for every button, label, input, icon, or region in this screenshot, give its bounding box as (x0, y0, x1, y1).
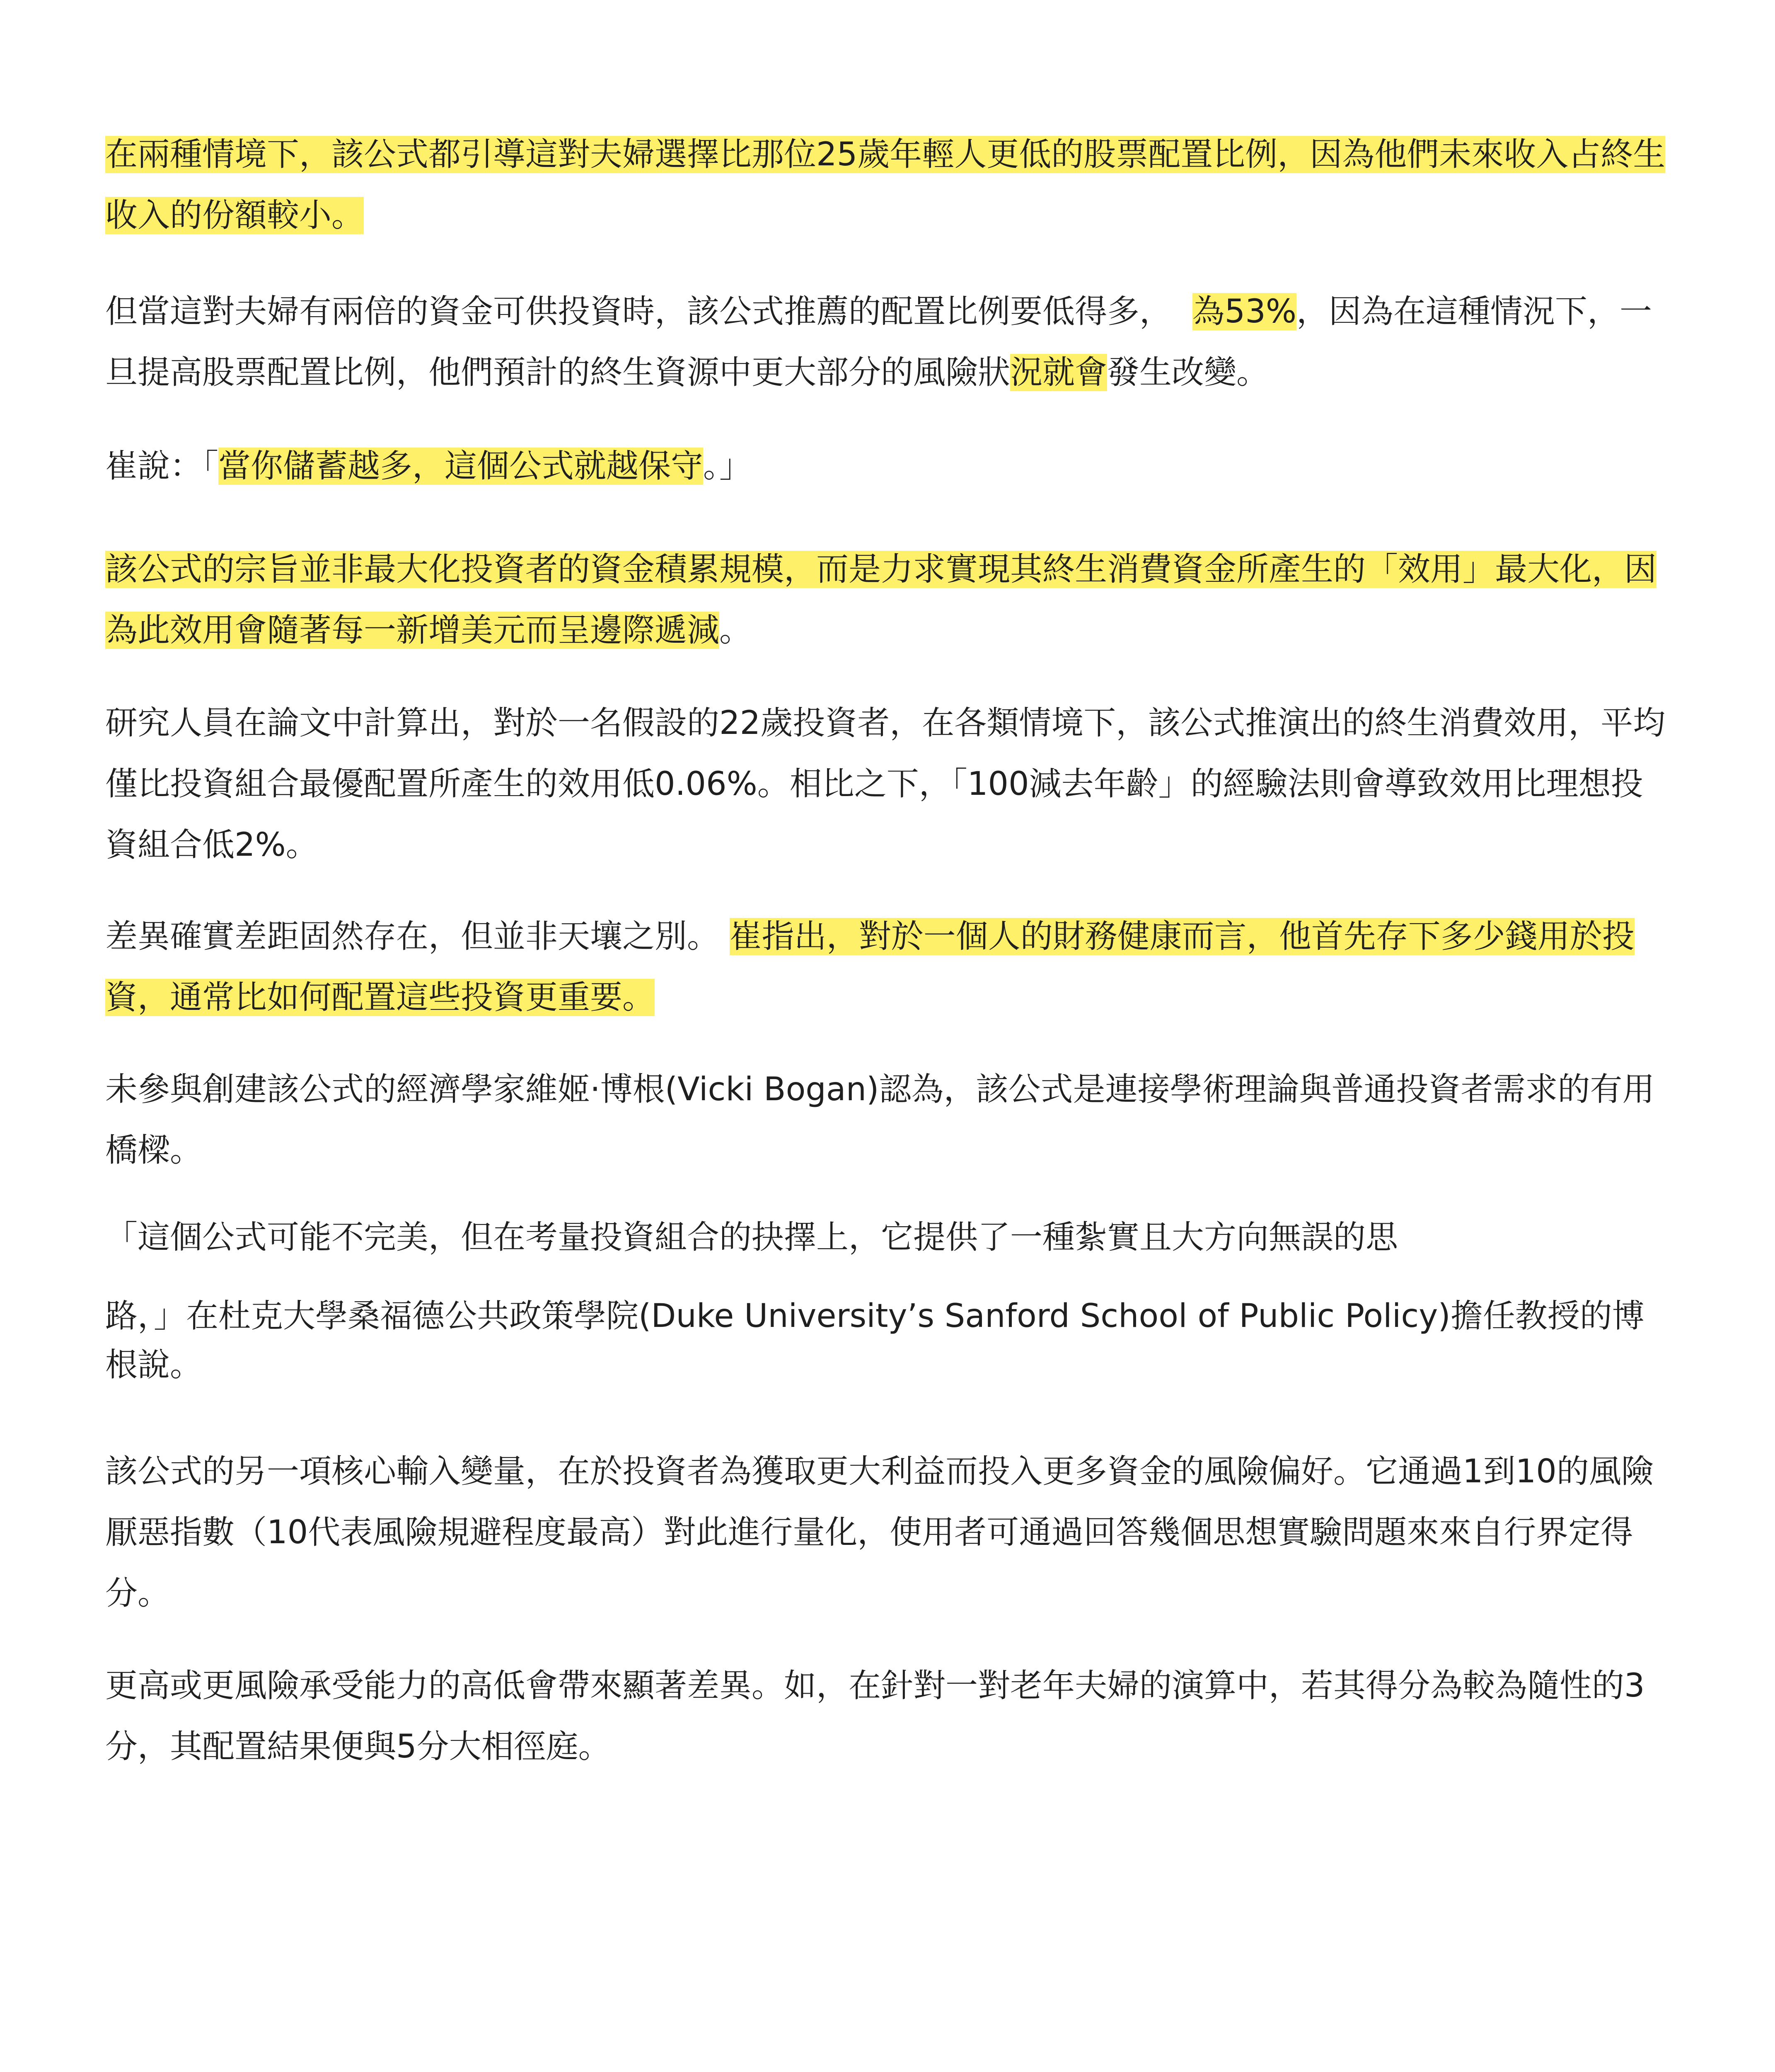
body-text: 。 (719, 612, 752, 649)
paragraph-5 (105, 693, 1671, 876)
highlighted-text: 該公式的宗旨並非最大化投資者的資金積累規模，而是力求實現其終生消費資金所產生的「效用」最大化，因為此效用會隨著每一新增美元而呈邊際遞減 (105, 551, 1657, 649)
body-text: 「這個公式可能不完美，但在考量投資組合的抉擇上，它提供了一種紮實且大方向無誤的思 (105, 1219, 1398, 1256)
body-text: 但當這對夫婦有兩倍的資金可供投資時，該公式推薦的配置比例要低得多， (105, 293, 1192, 330)
body-text: 更高或更風險承受能力的高低會帶來顯著差異。如，在針對一對老年夫婦的演算中，若其得分為較為隨性的3分，其配置結果便與5分大相徑庭。 (105, 1667, 1645, 1765)
highlighted-text: 為53% (1192, 293, 1296, 330)
paragraph-9 (105, 1292, 1671, 1389)
body-text: 該公式的另一項核心輸入變量，在於投資者為獲取更大利益而投入更多資金的風險偏好。它通過1到10的風險厭惡指數（10代表風險規避程度最高）對此進行量化，使用者可通過回答幾個思想實驗問題來來自行界定得分。 (105, 1453, 1654, 1612)
paragraph-2 (105, 281, 1671, 403)
body-text: ，因為在這種情況下，一旦提高股票配置比例，他們預計的終生資源中更大部分的風險狀 (105, 293, 1652, 391)
highlighted-text: 崔指出，對於一個人的財務健康而言，他首先存下多少錢用於投資，通常比如何配置這些投資更重要。 (105, 918, 1635, 1016)
paragraph-6 (105, 906, 1671, 1028)
paragraph-7 (105, 1059, 1671, 1181)
body-text: 。」 (703, 448, 752, 485)
paragraph-4 (105, 539, 1671, 661)
highlighted-text: 況就會 (1010, 354, 1108, 391)
body-text: 差異確實差距固然存在，但並非天壤之別。 (105, 918, 730, 955)
body-text: 未參與創建該公式的經濟學家維姬·博根(Vicki Bogan)認為，該公式是連接學術理論與普通投資者需求的有用橋樑。 (105, 1071, 1655, 1169)
paragraph-10 (105, 1441, 1671, 1624)
body-text: 發生改變。 (1107, 354, 1269, 391)
body-text: 崔說：「 (105, 448, 219, 485)
highlighted-text: 在兩種情境下，該公式都引導這對夫婦選擇比那位25歲年輕人更低的股票配置比例，因為他們未來收入占終生收入的份額較小。 (105, 136, 1666, 234)
paragraph-1 (105, 124, 1671, 246)
paragraph-8 (105, 1207, 1671, 1268)
highlighted-text: 當你儲蓄越多，這個公式就越保守 (218, 448, 704, 485)
paragraph-11 (105, 1656, 1671, 1777)
body-text: 研究人員在論文中計算出，對於一名假設的22歲投資者，在各類情境下，該公式推演出的終生消費效用，平均僅比投資組合最優配置所產生的效用低0.06%。相比之下，「100減去年齡」的經驗法則會導致效用比理想投資組合低2%。 (105, 704, 1666, 864)
paragraph-3 (105, 436, 1671, 497)
body-text: 路，」在杜克大學桑福德公共政策學院(Duke University’s Sanford School of Public Policy)擔任教授的博根說。 (105, 1297, 1644, 1384)
